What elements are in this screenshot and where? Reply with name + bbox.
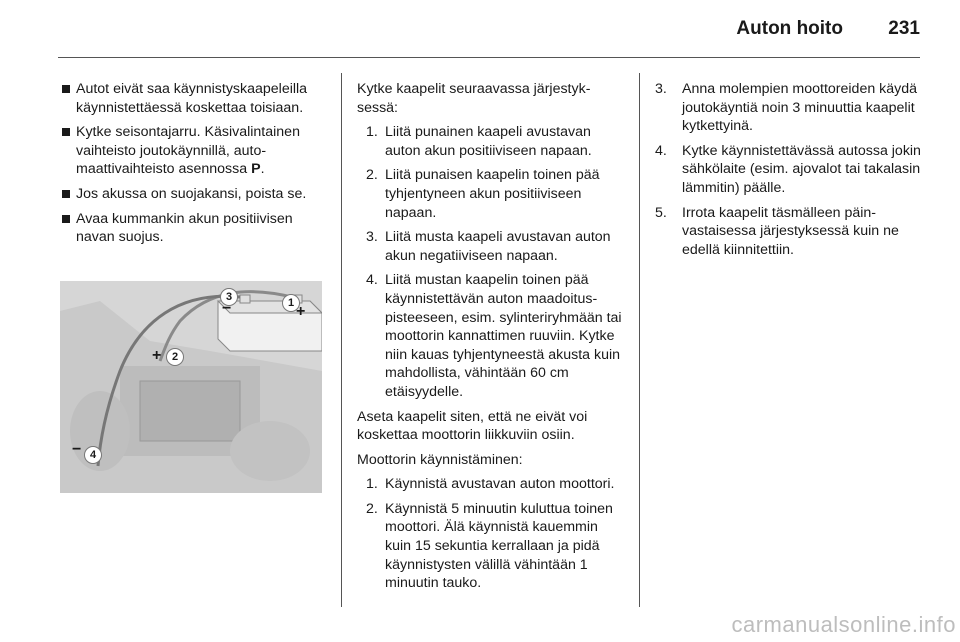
list-item: 4. Liitä mustan kaapelin toinen pää käynnistettävän auton maadoituspisteeseen, esim. sylinteriryhmään tai moottorin kannattimen ruuviin. Kytke niin kauas tyhjentyneestä akusta kuin mahdollista, vähintään 60 cm etäisyydelle. [366,272,622,400]
plus-sign-icon: + [152,347,162,364]
list-item: 1. Käynnistä avustavan auton moottori. [366,476,615,493]
page-number: 231 [888,18,920,39]
header-rule [58,57,920,58]
cable-placement-note: Aseta kaapelit siten, että ne eivät voi koskettaa moottorin liikkuviin osiin. [357,408,588,444]
watermark-site: carmanualsonline.info [731,612,956,637]
callout-4: 4 [84,446,102,464]
column-divider-2 [639,73,640,607]
bullet-square-icon [62,128,70,136]
column-3 [655,80,923,265]
column-divider-1 [341,73,342,607]
bullet-item: Avaa kummankin akun positiivisen navan suojus. [60,210,328,247]
column-2 [357,80,625,599]
list-item: 5. Irrota kaapelit täsmälleen päinvastaisessa järjestyksessä kuin ne edellä kiinnitettiin. [655,204,899,258]
bullet-square-icon [62,190,70,198]
list-item: 3. Anna molempien moottoreiden käydä joutokäyntiä noin 3 minuuttia kaapelit kytkettyinä. [655,81,918,135]
column-1 [60,80,328,253]
cable-connection-steps [357,123,625,401]
list-item: 1. Liitä punainen kaapeli avustavan auton akun positiiviseen napaan. [366,124,592,159]
bullet-square-icon [62,85,70,93]
engine-start-steps [357,475,625,593]
bullet-square-icon [62,215,70,223]
callout-3: 3 [220,288,238,306]
bullet-list [60,80,328,247]
list-item: 2. Liitä punaisen kaapelin toinen pää tyhjentyneen akun positiiviseen napaan. [366,167,600,221]
section-title: Auton hoito [736,18,843,39]
plus-sign-icon: + [296,303,306,320]
page-header [0,0,960,56]
bullet-item: Autot eivät saa käynnistyskaapeleilla käynnistettäessä koskettaa toisiaan. [60,80,328,117]
continuation-steps [655,80,923,259]
callout-2: 2 [166,348,184,366]
jump-start-illustration [60,281,322,493]
list-item: 2. Käynnistä 5 minuutin kuluttua toinen moottori. Älä käynnistä kauemmin kuin 15 sekuntia kerrallaan ja pidä käynnistysten välillä vähintään 1 minuutin tauko. [366,500,613,592]
minus-sign-icon: − [222,300,232,317]
bullet-item: Jos akussa on suojakansi, poista se. [60,185,328,204]
bullet-item: Kytke seisontajarru. Käsivalintainen vaihteisto joutokäynnillä, automaattivaihteisto asennossa P. [60,123,328,179]
minus-sign-icon: − [72,441,82,458]
engine-start-heading: Moottorin käynnistäminen: [357,451,523,468]
list-item: 3. Liitä musta kaapeli avustavan auton akun negatiiviseen napaan. [366,229,611,264]
callout-1: 1 [282,294,300,312]
list-item: 4. Kytke käynnistettävässä autossa jokin sähkölaite (esim. ajovalot tai takalasin lämmitin) päälle. [655,142,921,196]
instruction-intro: Kytke kaapelit seuraavassa järjestyksessä: [357,81,591,116]
